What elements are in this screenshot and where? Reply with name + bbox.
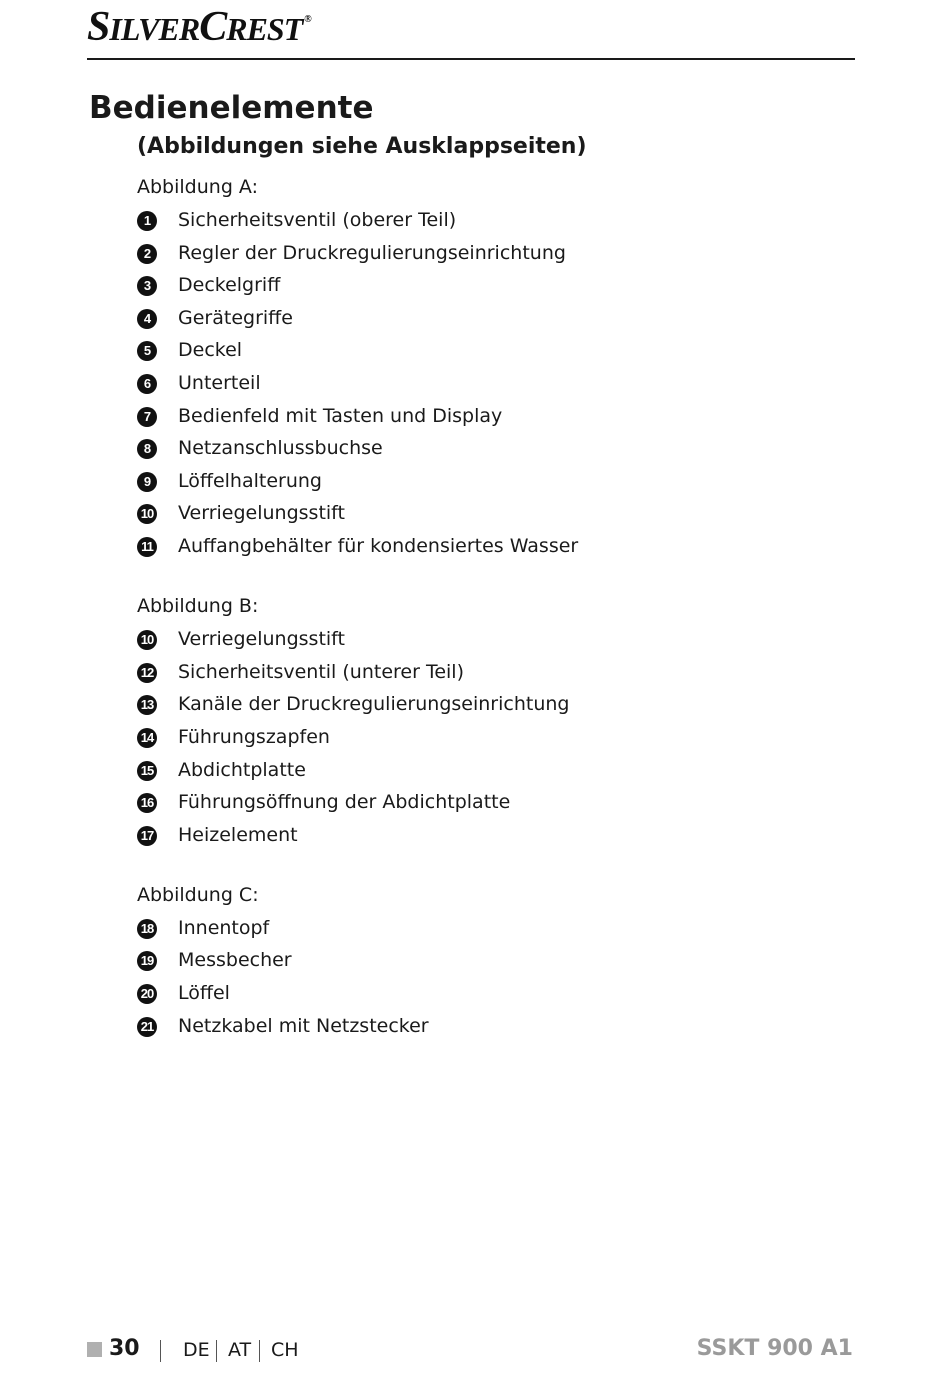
footer-divider <box>259 1340 260 1362</box>
number-badge: 5 <box>137 341 157 361</box>
item-label: Führungszapfen <box>178 726 330 748</box>
number-badge: 12 <box>137 663 157 683</box>
number-badge: 1 <box>137 211 157 231</box>
item-label: Innentopf <box>178 917 270 939</box>
number-badge: 4 <box>137 309 157 329</box>
item-label: Netzkabel mit Netzstecker <box>178 1015 429 1037</box>
brand-logo-part: REST <box>226 11 303 47</box>
brand-logo-part: ILVER <box>109 11 200 47</box>
item-label: Deckelgriff <box>178 274 281 296</box>
item-label: Deckel <box>178 339 243 361</box>
item-label: Löffel <box>178 982 230 1004</box>
item-label: Netzanschlussbuchse <box>178 437 383 459</box>
number-badge: 6 <box>137 374 157 394</box>
footer-divider <box>160 1340 161 1362</box>
item-label: Führungsöffnung der Abdichtplatte <box>178 791 511 813</box>
item-label: Löffelhalterung <box>178 470 322 492</box>
language-code: AT <box>228 1339 252 1361</box>
number-badge: 3 <box>137 276 157 296</box>
number-badge: 21 <box>137 1017 157 1037</box>
item-label: Abdichtplatte <box>178 759 306 781</box>
number-badge: 17 <box>137 826 157 846</box>
number-badge: 11 <box>137 537 157 557</box>
brand-logo-part: S <box>87 4 110 50</box>
page-subtitle: (Abbildungen siehe Ausklappseiten) <box>137 134 587 159</box>
footer-square-icon <box>87 1342 102 1357</box>
number-badge: 14 <box>137 728 157 748</box>
item-label: Regler der Druckregulierungseinrichtung <box>178 242 566 264</box>
section-label-a: Abbildung A: <box>137 176 258 198</box>
item-label: Heizelement <box>178 824 298 846</box>
brand-logo <box>87 6 311 48</box>
item-label: Sicherheitsventil (oberer Teil) <box>178 209 457 231</box>
item-label: Messbecher <box>178 949 292 971</box>
registered-mark: ® <box>304 14 311 25</box>
number-badge: 20 <box>137 984 157 1004</box>
number-badge: 10 <box>137 630 157 650</box>
item-label: Kanäle der Druckregulierungseinrichtung <box>178 693 570 715</box>
item-label: Sicherheitsventil (unterer Teil) <box>178 661 464 683</box>
item-label: Bedienfeld mit Tasten und Display <box>178 405 503 427</box>
item-label: Gerätegriffe <box>178 307 293 329</box>
item-label: Verriegelungsstift <box>178 628 345 650</box>
page-title: Bedienelemente <box>89 90 374 126</box>
number-badge: 9 <box>137 472 157 492</box>
number-badge: 8 <box>137 439 157 459</box>
item-label: Auffangbehälter für kondensiertes Wasser <box>178 535 579 557</box>
brand-logo-part: C <box>199 4 227 50</box>
number-badge: 18 <box>137 919 157 939</box>
number-badge: 16 <box>137 793 157 813</box>
item-label: Unterteil <box>178 372 261 394</box>
language-code: CH <box>271 1339 299 1361</box>
page-footer <box>0 1332 950 1368</box>
language-code: DE <box>183 1339 210 1361</box>
section-label-c: Abbildung C: <box>137 884 259 906</box>
number-badge: 10 <box>137 504 157 524</box>
footer-divider <box>216 1340 217 1362</box>
number-badge: 13 <box>137 695 157 715</box>
number-badge: 19 <box>137 951 157 971</box>
page-number: 30 <box>109 1336 140 1361</box>
header-divider <box>87 58 855 60</box>
number-badge: 15 <box>137 761 157 781</box>
number-badge: 7 <box>137 407 157 427</box>
item-label: Verriegelungsstift <box>178 502 345 524</box>
section-label-b: Abbildung B: <box>137 595 259 617</box>
number-badge: 2 <box>137 244 157 264</box>
model-number: SSKT 900 A1 <box>696 1336 853 1361</box>
